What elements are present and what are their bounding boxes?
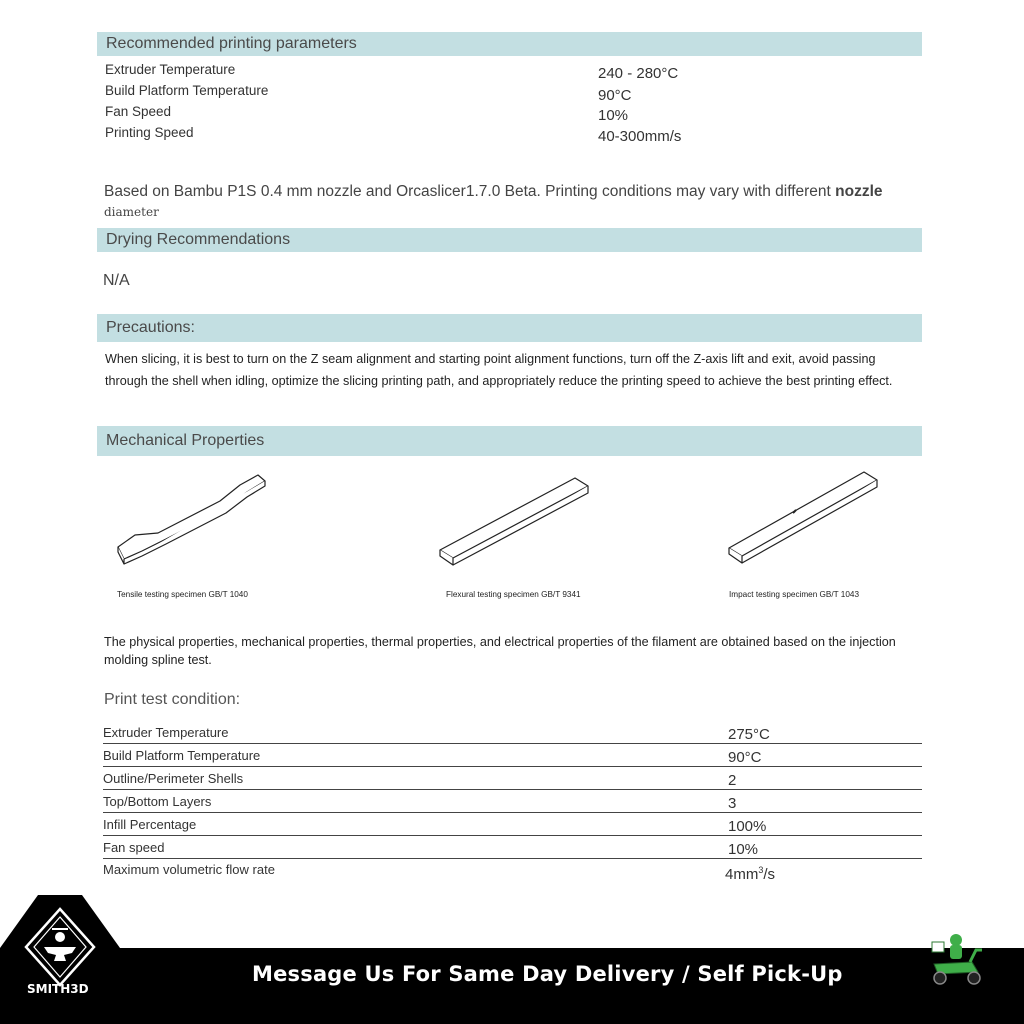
param-label: Fan Speed <box>105 104 172 119</box>
param-value: 90°C <box>598 87 632 104</box>
test-label: Top/Bottom Layers <box>103 794 212 809</box>
specimen-caption: Tensile testing specimen GB/T 1040 <box>117 590 248 599</box>
section-header-mechanical: Mechanical Properties <box>97 426 922 456</box>
param-value: 10% <box>598 107 629 124</box>
flow-value-sup: 3 <box>758 865 764 875</box>
test-label: Extruder Temperature <box>103 725 229 740</box>
tensile-specimen-image <box>110 465 280 575</box>
delivery-scooter-icon <box>924 928 988 992</box>
printer-note <box>104 182 954 222</box>
param-label: Printing Speed <box>105 125 194 140</box>
printer-note-small: diameter <box>104 205 159 219</box>
drying-value: N/A <box>103 272 130 289</box>
table-row <box>103 767 922 790</box>
test-value: 90°C <box>728 749 762 766</box>
param-label: Extruder Temperature <box>105 62 236 77</box>
flexural-specimen-image <box>435 470 595 570</box>
test-value <box>725 865 775 883</box>
table-row <box>103 813 922 836</box>
flow-value-main: 4mm <box>725 866 759 883</box>
test-value: 275°C <box>728 726 770 743</box>
table-row <box>103 836 922 859</box>
section-header-printing-params: Recommended printing parameters <box>97 32 922 56</box>
precaution-text: When slicing, it is best to turn on the Z seam alignment and starting point alignment functions, turn off the Z-axis lift and exit, avoid passing through the shell when idling, optimize the slicing printing path, and appropriately reduce the printing speed to achieve the best printing effect. <box>105 352 893 388</box>
footer-message: Message Us For Same Day Delivery / Self Pick-Up <box>252 962 843 986</box>
test-value: 10% <box>728 841 759 858</box>
brand-name: SMITH3D <box>27 982 89 996</box>
specimen-caption: Flexural testing specimen GB/T 9341 <box>446 590 581 599</box>
section-header-drying: Drying Recommendations <box>97 228 922 252</box>
table-row <box>103 721 922 744</box>
test-label: Outline/Perimeter Shells <box>103 771 244 786</box>
param-label: Build Platform Temperature <box>105 83 269 98</box>
printer-note-main: Based on Bambu P1S 0.4 mm nozzle and Orcaslicer1.7.0 Beta. Printing conditions may vary with different <box>104 183 831 200</box>
impact-specimen-image <box>725 468 885 568</box>
print-test-title: Print test condition: <box>104 691 241 708</box>
test-value: 3 <box>728 795 737 812</box>
specimen-caption: Impact testing specimen GB/T 1043 <box>729 590 860 599</box>
test-label: Build Platform Temperature <box>103 748 261 763</box>
section-header-precautions: Precautions: <box>97 314 922 342</box>
test-label: Fan speed <box>103 840 165 855</box>
param-value: 240 - 280°C <box>598 65 679 82</box>
test-label: Maximum volumetric flow rate <box>103 862 275 877</box>
test-label: Infill Percentage <box>103 817 197 832</box>
flow-value-unit: /s <box>763 866 776 883</box>
physical-properties-note: The physical properties, mechanical properties, thermal properties, and electrical properties of the filament are obtained based on the injection molding spline test. <box>104 635 896 667</box>
table-row <box>103 790 922 813</box>
table-row <box>103 744 922 767</box>
footer-banner <box>0 948 1024 1024</box>
test-value: 100% <box>728 818 767 835</box>
param-value: 40-300mm/s <box>598 128 682 145</box>
test-value: 2 <box>728 772 737 789</box>
table-row <box>103 857 922 883</box>
smith3d-logo-icon <box>0 895 120 1024</box>
printer-note-bold: nozzle <box>835 183 883 200</box>
